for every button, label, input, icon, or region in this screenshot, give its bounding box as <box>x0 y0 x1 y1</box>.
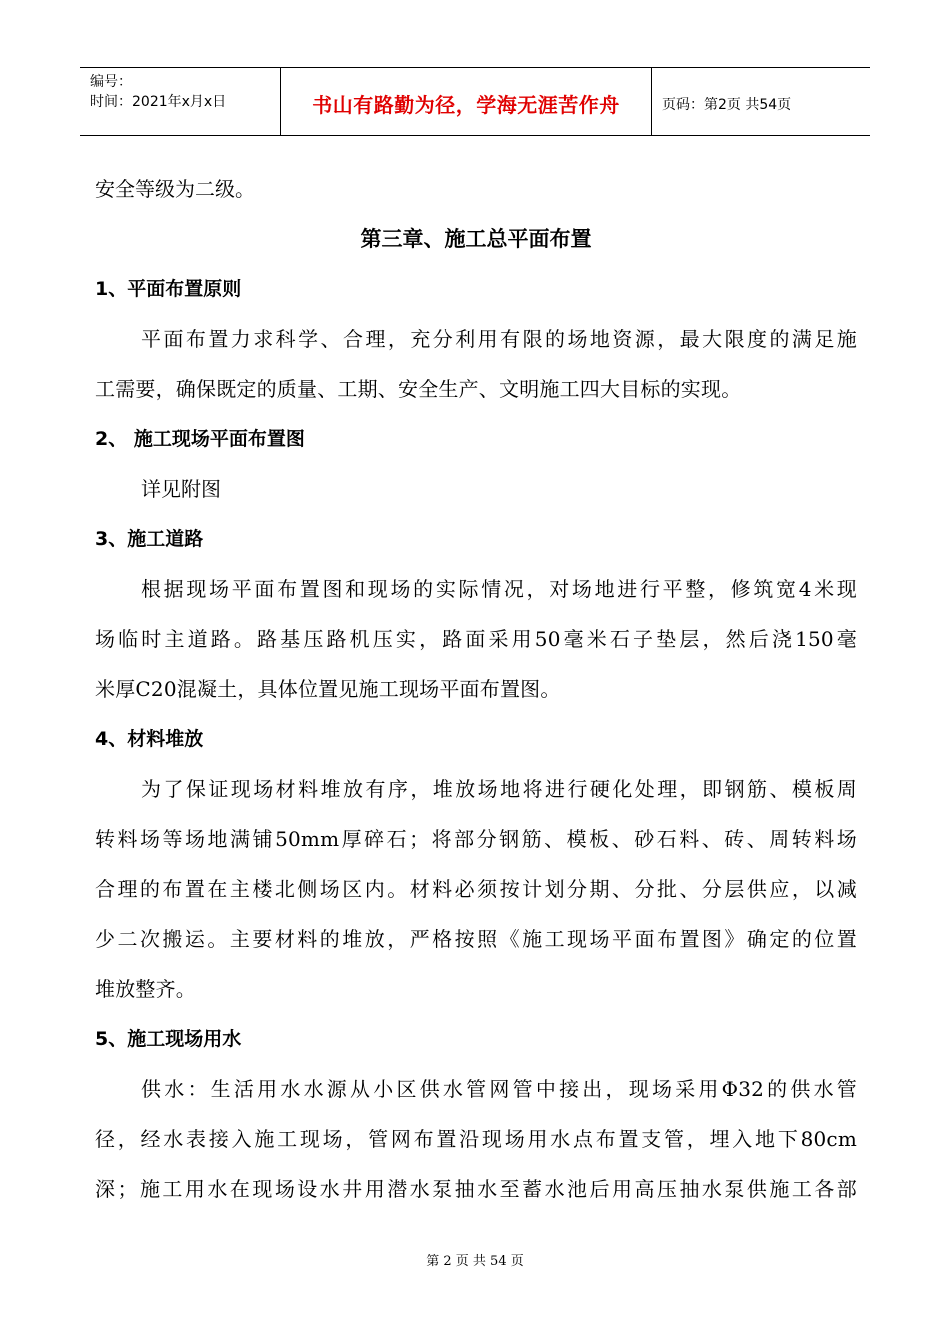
paragraph-line: 合理的布置在主楼北侧场区内。材料必须按计划分期、分批、分层供应，以减 <box>95 877 857 901</box>
document-body <box>95 164 857 1214</box>
paragraph-line: 米厚C20混凝土，具体位置见施工现场平面布置图。 <box>95 677 561 701</box>
header-page-info: 页码：第2页 共54页 <box>662 96 792 113</box>
page-footer: 第 2 页 共 54 页 <box>426 1254 524 1269</box>
paragraph-line: 供水：生活用水水源从小区供水管网管中接出，现场采用Φ32的供水管 <box>141 1077 857 1101</box>
serial-number-label: 编号： <box>90 74 132 90</box>
paragraph-line: 转料场等场地满铺50mm厚碎石；将部分钢筋、模板、砂石料、砖、周转料场 <box>95 827 857 851</box>
paragraph-line: 场临时主道路。路基压路机压实，路面采用50毫米石子垫层，然后浇150毫 <box>95 627 857 651</box>
section-4-heading: 4、材料堆放 <box>95 728 204 750</box>
section-1-heading: 1、平面布置原则 <box>95 278 242 300</box>
header-meta <box>80 68 281 135</box>
paragraph-line: 深；施工用水在现场设水井用潜水泵抽水至蓄水池后用高压抽水泵供施工各部 <box>95 1177 857 1201</box>
section-2-heading: 2、 施工现场平面布置图 <box>95 428 305 450</box>
chapter-title: 第三章、施工总平面布置 <box>360 226 592 251</box>
paragraph-line: 堆放整齐。 <box>95 977 196 1001</box>
paragraph-line: 工需要，确保既定的质量、工期、安全生产、文明施工四大目标的实现。 <box>95 377 742 401</box>
paragraph-line: 少二次搬运。主要材料的堆放，严格按照《施工现场平面布置图》确定的位置 <box>95 927 857 951</box>
section-3-heading: 3、施工道路 <box>95 528 204 550</box>
paragraph-line: 径，经水表接入施工现场，管网布置沿现场用水点布置支管，埋入地下80cm <box>95 1127 857 1151</box>
date-label: 时间：2021年x月x日 <box>90 94 227 110</box>
paragraph-line: 根据现场平面布置图和现场的实际情况，对场地进行平整，修筑宽4米现 <box>141 577 857 601</box>
page-header <box>80 67 870 136</box>
paragraph-line: 平面布置力求科学、合理，充分利用有限的场地资源，最大限度的满足施 <box>141 327 857 351</box>
section-5-heading: 5、施工现场用水 <box>95 1028 242 1050</box>
paragraph-line: 为了保证现场材料堆放有序，堆放场地将进行硬化处理，即钢筋、模板周 <box>141 777 857 801</box>
header-motto: 书山有路勤为径，学海无涯苦作舟 <box>281 68 652 135</box>
paragraph-line: 详见附图 <box>141 477 221 501</box>
intro-line: 安全等级为二级。 <box>95 177 255 201</box>
